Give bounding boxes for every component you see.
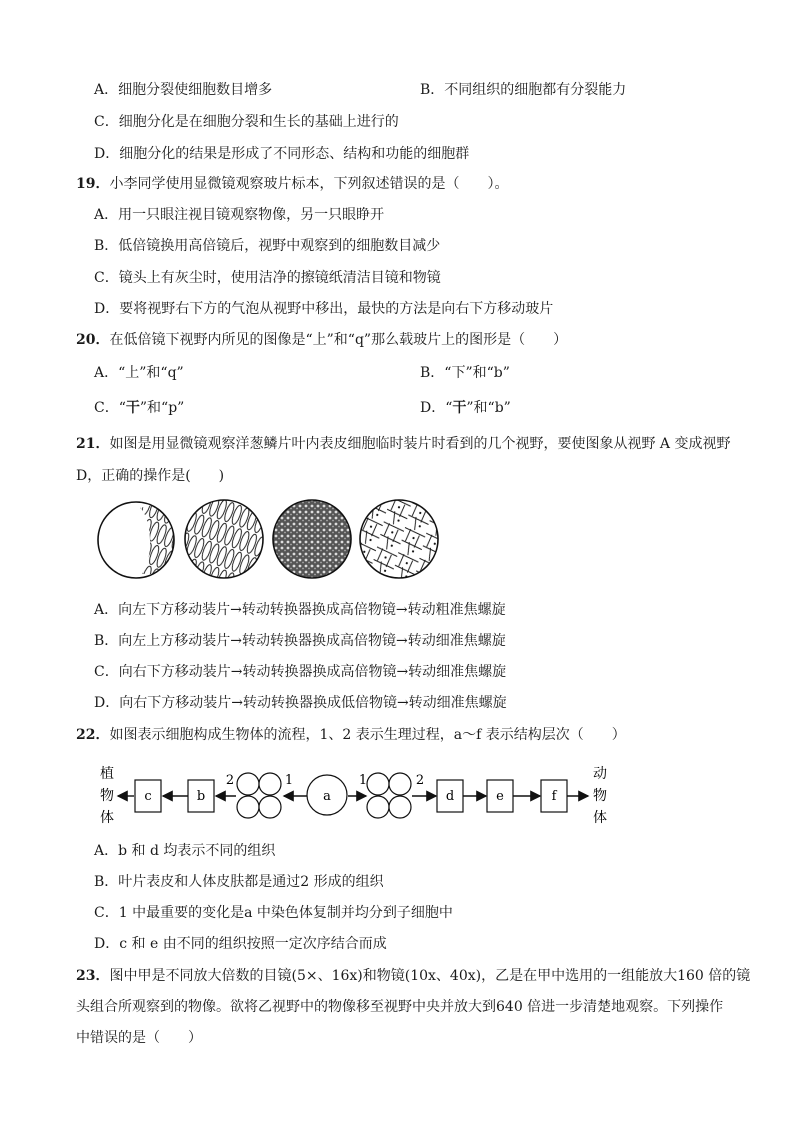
q21-option-c: C．向右下方移动装片→转动转换器换成高倍物镜→转动细准焦螺旋 xyxy=(94,664,507,680)
q22-stem xyxy=(76,725,626,745)
animal-body-char-1: 动 xyxy=(593,766,607,782)
q19-option-b: B．低倍镜换用高倍镜后，视野中观察到的细胞数目减少 xyxy=(94,238,441,254)
q22-option-d: D．c 和 e 由不同的组织按照一定次序结合而成 xyxy=(94,936,387,952)
q21-option-d: D．向右下方移动装片→转动转换器换成低倍物镜→转动细准焦螺旋 xyxy=(94,695,507,711)
label-e: e xyxy=(496,789,504,804)
q21-text: 如图是用显微镜观察洋葱鳞片叶内表皮细胞临时装片时看到的几个视野，要使图象从视野 A 变成视野 xyxy=(109,436,731,452)
q20-option-b: B．“下”和“b” xyxy=(420,365,510,381)
label-2-left: 2 xyxy=(225,773,235,788)
label-1-left: 1 xyxy=(284,773,294,788)
q20-option-a: A．“上”和“q” xyxy=(94,365,184,381)
q19-option-c: C．镜头上有灰尘时，使用洁净的擦镜纸清洁目镜和物镜 xyxy=(94,270,441,286)
q20-option-c-suffix: ”和“p” xyxy=(139,400,185,416)
animal-body-char-2: 物 xyxy=(593,788,607,804)
label-d: d xyxy=(445,789,455,804)
four-cells-left xyxy=(237,773,281,818)
q19-number: 19． xyxy=(76,176,110,192)
view-a xyxy=(94,498,184,584)
q23-line2: 头组合所观察到的物像。欲将乙视野中的物像移至视野中央并放大到640 倍进一步清楚地观察。下列操作 xyxy=(76,999,724,1015)
animal-body-char-3: 体 xyxy=(593,810,607,826)
q20-option-d xyxy=(420,398,511,418)
q22-number: 22． xyxy=(76,727,110,743)
q23-number: 23． xyxy=(76,968,110,984)
q21-option-b: B．向左上方移动装片→转动转换器换成高倍物镜→转动细准焦螺旋 xyxy=(94,633,506,649)
plant-body-char-3: 体 xyxy=(100,810,114,826)
plant-body-char-2: 物 xyxy=(100,788,114,804)
q19-option-a: A．用一只眼注视目镜观察物像，另一只眼睁开 xyxy=(94,207,385,223)
q20-number: 20． xyxy=(76,332,110,348)
q20-option-c xyxy=(94,398,184,418)
q21-stem-line1 xyxy=(76,434,731,454)
cell-flow-diagram xyxy=(96,762,616,832)
q20-option-c-prefix: C．“ xyxy=(94,400,126,416)
q18-option-c: C．细胞分化是在细胞分裂和生长的基础上进行的 xyxy=(94,114,399,130)
plant-body-char-1: 植 xyxy=(100,766,114,782)
q21-stem-line2: D，正确的操作是( ) xyxy=(76,468,225,484)
q20-option-d-suffix: ”和“b” xyxy=(466,400,511,416)
q22-option-c: C．1 中最重要的变化是a 中染色体复制并均分到子细胞中 xyxy=(94,905,453,921)
label-2-right: 2 xyxy=(415,773,425,788)
q22-option-b: B．叶片表皮和人体皮肤都是通过2 形成的组织 xyxy=(94,874,384,890)
q18-option-a: A．细胞分裂使细胞数目增多 xyxy=(94,82,273,98)
label-a: a xyxy=(323,789,331,804)
q20-text: 在低倍镜下视野内所见的图像是“上”和“q”那么载玻片上的图形是（ ） xyxy=(109,332,568,348)
q22-option-a: A．b 和 d 均表示不同的组织 xyxy=(94,843,276,859)
q21-option-a: A．向左下方移动装片→转动转换器换成高倍物镜→转动粗准焦螺旋 xyxy=(94,602,506,618)
q19-text: 小李同学使用显微镜观察玻片标本，下列叙述错误的是（ ）。 xyxy=(109,176,509,192)
label-c: c xyxy=(144,789,152,804)
q23-line3: 中错误的是（ ） xyxy=(76,1030,202,1046)
microscope-views-figure xyxy=(94,498,444,584)
q19-option-d: D．要将视野右下方的气泡从视野中移出，最快的方法是向右下方移动玻片 xyxy=(94,301,554,317)
label-b: b xyxy=(196,789,206,804)
q23-text-1: 图中甲是不同放大倍数的目镜(5×、16x)和物镜(10x、40x)，乙是在甲中选用的一组能放大160 倍的镜 xyxy=(109,968,751,984)
q20-option-d-prefix: D．“ xyxy=(420,400,453,416)
q20-option-c-glyph: 干 xyxy=(125,400,140,416)
label-1-right: 1 xyxy=(358,773,368,788)
label-f: f xyxy=(551,789,557,804)
q22-text: 如图表示细胞构成生物体的流程，1、2 表示生理过程，a～f 表示结构层次（ ） xyxy=(109,727,626,743)
q20-stem xyxy=(76,330,567,350)
q21-number: 21． xyxy=(76,436,110,452)
q19-stem xyxy=(76,174,508,194)
q20-option-d-glyph: 干 xyxy=(452,400,467,416)
four-cells-right xyxy=(367,773,411,818)
q23-line1 xyxy=(76,966,750,986)
q18-option-b: B．不同组织的细胞都有分裂能力 xyxy=(420,82,627,98)
q18-option-d: D．细胞分化的结果是形成了不同形态、结构和功能的细胞群 xyxy=(94,146,470,162)
